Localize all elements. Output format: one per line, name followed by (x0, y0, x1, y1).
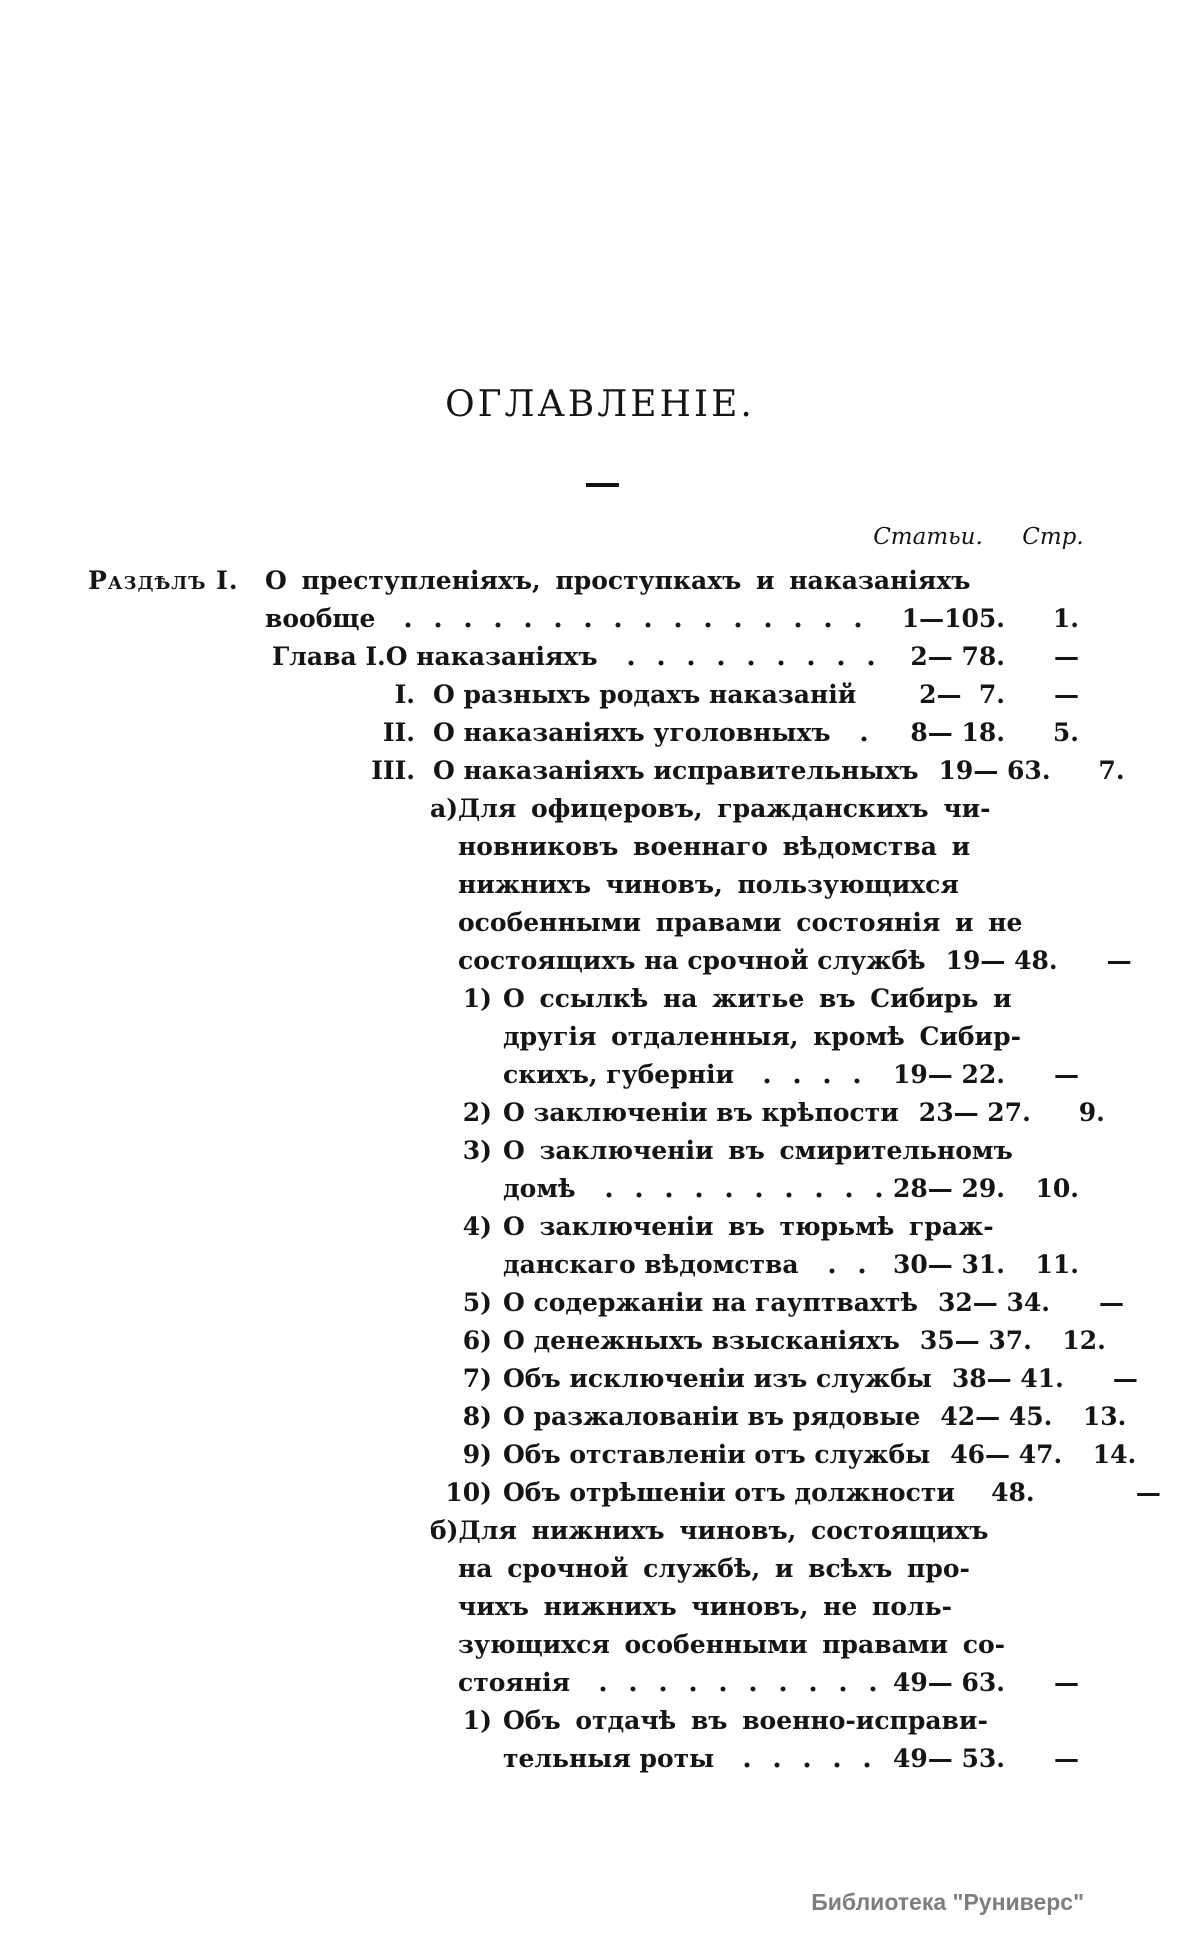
toc-row (0, 1322, 1200, 1360)
leader-dots (841, 714, 883, 752)
toc-row (0, 1170, 1200, 1208)
entry-label: нижнихъ чиновъ, пользующихся (458, 870, 959, 899)
toc-row (0, 1474, 1200, 1512)
toc-row (0, 714, 1200, 752)
toc-row (0, 1284, 1200, 1322)
entry-label: О содержаніи на гауптвахтѣ (503, 1288, 918, 1317)
entry-label: домѣ (503, 1174, 576, 1203)
toc-row (0, 1018, 1200, 1056)
entry-label: Объ отставленіи отъ службы (503, 1440, 931, 1469)
table-of-contents (0, 562, 1200, 1778)
leader-dots (724, 1740, 883, 1778)
toc-row (0, 980, 1200, 1018)
pages-column-header: Стр. (1022, 524, 1084, 550)
page-value: 12. (1062, 1326, 1106, 1355)
articles-value: 46— 47. (950, 1440, 1063, 1469)
entry-label: стоянія (458, 1668, 571, 1697)
articles-value: 30— 31. (893, 1250, 1005, 1279)
toc-row (0, 1056, 1200, 1094)
page-value: 5. (1052, 718, 1079, 747)
entry-prefix: 8) (462, 1402, 492, 1431)
articles-value: 32— 34. (937, 1288, 1050, 1317)
entry-label: скихъ, губерніи (503, 1060, 735, 1089)
articles-value: 49— 53. (893, 1744, 1005, 1773)
entry-label: О преступленіяхъ, проступкахъ и наказаніяхъ (265, 566, 971, 595)
toc-row (0, 828, 1200, 866)
articles-value: 2— 7. (919, 680, 1005, 709)
entry-label: О наказаніяхъ уголовныхъ (433, 718, 831, 747)
entry-prefix: III. (371, 756, 415, 785)
toc-row (0, 866, 1200, 904)
toc-row (0, 942, 1200, 980)
page-value: 14. (1092, 1440, 1137, 1469)
page-value: — (1054, 1744, 1079, 1773)
page-value: 10. (1035, 1174, 1079, 1203)
entry-prefix: 3) (462, 1136, 492, 1165)
entry-label: особенными правами состоянія и не (458, 908, 1023, 937)
leader-dots (385, 600, 883, 638)
page-value: — (1054, 642, 1079, 671)
articles-value: 8— 18. (910, 718, 1005, 747)
articles-value: 23— 27. (918, 1098, 1031, 1127)
page-value: — (1054, 1060, 1079, 1089)
leader-dots (744, 1056, 883, 1094)
articles-value: 38— 41. (951, 1364, 1064, 1393)
page-value: — (1106, 946, 1132, 975)
entry-label: О наказаніяхъ исправительныхъ (433, 756, 919, 785)
articles-value: 19— 63. (938, 756, 1051, 785)
articles-value: 28— 29. (893, 1174, 1005, 1203)
entry-label: новниковъ военнаго вѣдомства и (458, 832, 971, 861)
entry-label: О наказаніяхъ (385, 642, 598, 671)
page-value: 7. (1098, 756, 1125, 785)
toc-row (0, 1664, 1200, 1702)
entry-prefix: 5) (462, 1288, 492, 1317)
toc-row (0, 1208, 1200, 1246)
toc-row (0, 1550, 1200, 1588)
toc-row (0, 1588, 1200, 1626)
articles-value: 49— 63. (893, 1668, 1005, 1697)
entry-label: О денежныхъ взысканіяхъ (503, 1326, 900, 1355)
column-headers (0, 524, 1200, 554)
toc-row (0, 1436, 1200, 1474)
entry-prefix: 1) (462, 1706, 492, 1735)
entry-label: состоящихъ на срочной службѣ (458, 946, 926, 975)
articles-value: 19— 22. (893, 1060, 1005, 1089)
entry-prefix: а) (430, 794, 459, 823)
library-watermark: Библиотека "Руниверс" (811, 1889, 1084, 1915)
entry-label: О разныхъ родахъ наказаній (433, 680, 857, 709)
title-divider-rule (586, 483, 619, 487)
articles-value: 1—105. (901, 604, 1005, 633)
page-value: — (1135, 1478, 1161, 1507)
entry-prefix: 2) (462, 1098, 492, 1127)
entry-label: данскаго вѣдомства (503, 1250, 799, 1279)
toc-row (0, 1360, 1200, 1398)
entry-prefix: 9) (462, 1440, 492, 1469)
entry-prefix: б) (430, 1516, 459, 1545)
toc-row (0, 638, 1200, 676)
articles-column-header: Статьи. (873, 524, 983, 550)
toc-row (0, 1246, 1200, 1284)
articles-value: 2— 78. (910, 642, 1005, 671)
entry-prefix: I. (394, 680, 415, 709)
entry-label: Объ исключеніи изъ службы (503, 1364, 932, 1393)
entry-label: Для офицеровъ, гражданскихъ чи- (458, 794, 991, 823)
page-value: — (1112, 1364, 1138, 1393)
toc-row (0, 600, 1200, 638)
toc-row (0, 1512, 1200, 1550)
entry-label: О заключеніи въ крѣпости (503, 1098, 899, 1127)
toc-row (0, 562, 1200, 600)
toc-row (0, 676, 1200, 714)
entry-label: вообще (265, 604, 376, 633)
entry-label: чихъ нижнихъ чиновъ, не поль- (458, 1592, 952, 1621)
entry-label: Для нижнихъ чиновъ, состоящихъ (458, 1516, 989, 1545)
toc-row (0, 790, 1200, 828)
page-value: 13. (1082, 1402, 1127, 1431)
page-value: 11. (1035, 1250, 1079, 1279)
entry-label: Объ отдачѣ въ военно-исправи- (503, 1706, 988, 1735)
entry-prefix: Глава I. (272, 642, 386, 671)
entry-prefix: 7) (462, 1364, 492, 1393)
toc-row (0, 1740, 1200, 1778)
entry-prefix: II. (382, 718, 415, 747)
page-value: 1. (1052, 604, 1079, 633)
entry-label: тельныя роты (503, 1744, 715, 1773)
articles-value: 19— 48. (945, 946, 1058, 975)
entry-label: О заключеніи въ смирительномъ (503, 1136, 1013, 1165)
entry-label: другія отдаленныя, кромѣ Сибир- (503, 1022, 1021, 1051)
entry-prefix: Раздѣлъ I. (88, 566, 239, 595)
articles-value: 42— 45. (940, 1402, 1053, 1431)
toc-row (0, 904, 1200, 942)
leader-dots (608, 638, 884, 676)
entry-label: Объ отрѣшеніи отъ должности (503, 1478, 955, 1507)
leader-dots (586, 1170, 883, 1208)
toc-row (0, 1094, 1200, 1132)
page-value: 9. (1078, 1098, 1105, 1127)
articles-value: 35— 37. (919, 1326, 1032, 1355)
entry-label: на срочной службѣ, и всѣхъ про- (458, 1554, 970, 1583)
leader-dots (866, 676, 883, 714)
page-value: — (1054, 680, 1079, 709)
toc-row (0, 1702, 1200, 1740)
entry-prefix: 4) (462, 1212, 492, 1241)
entry-label: зующихся особенными правами со- (458, 1630, 1006, 1659)
entry-label: О ссылкѣ на житье въ Сибирь и (503, 984, 1012, 1013)
toc-row (0, 1132, 1200, 1170)
entry-prefix: 1) (462, 984, 492, 1013)
toc-row (0, 1626, 1200, 1664)
toc-row (0, 752, 1200, 790)
leader-dots (580, 1664, 883, 1702)
entry-label: О заключеніи въ тюрьмѣ граж- (503, 1212, 994, 1241)
entry-label: О разжалованіи въ рядовые (503, 1402, 921, 1431)
entry-prefix: 10) (445, 1478, 492, 1507)
toc-row (0, 1398, 1200, 1436)
page-value: — (1054, 1668, 1079, 1697)
entry-prefix: 6) (462, 1326, 492, 1355)
page-title: ОГЛАВЛЕНІЕ. (445, 384, 755, 425)
articles-value: 48. (991, 1478, 1087, 1507)
leader-dots (809, 1246, 883, 1284)
page-value: — (1098, 1288, 1124, 1317)
